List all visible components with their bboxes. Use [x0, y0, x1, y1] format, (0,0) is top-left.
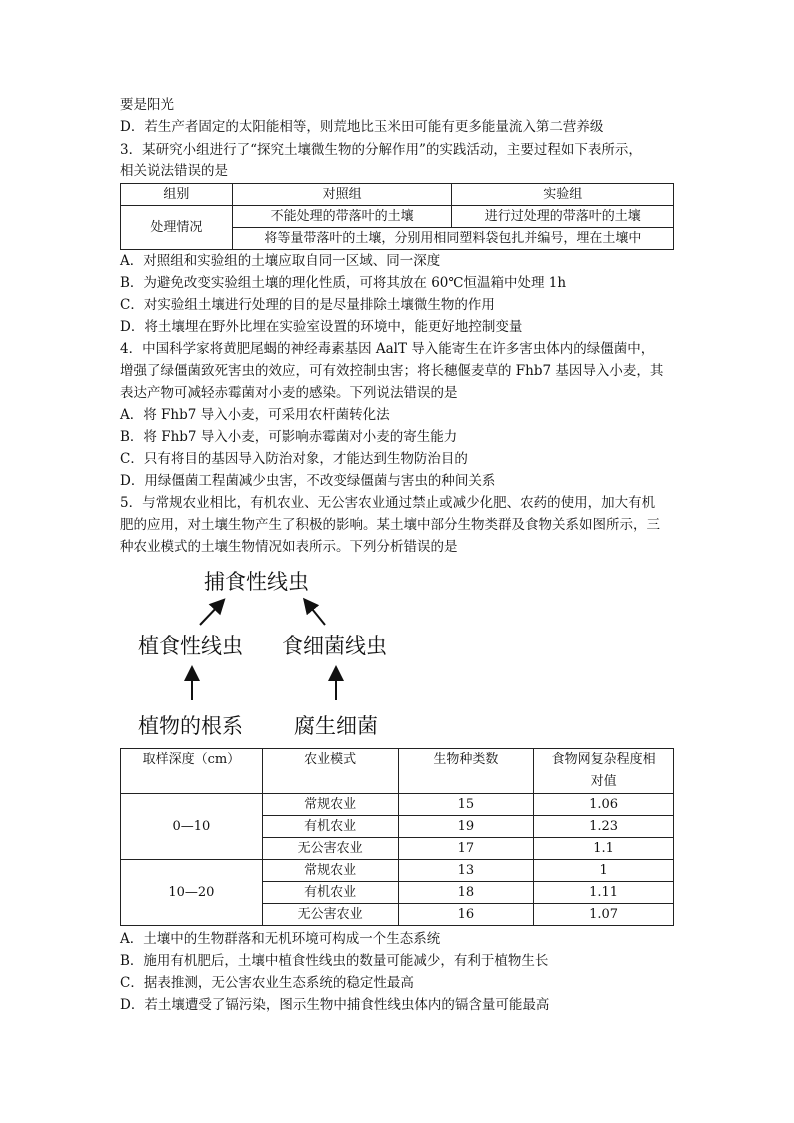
table-header: 农业模式: [262, 749, 398, 794]
table-cell: 1.23: [534, 816, 674, 838]
q4-option-b: B．将 Fhb7 导入小麦，可影响赤霉菌对小麦的寄生能力: [120, 429, 458, 445]
table-cell: 13: [398, 860, 534, 882]
arrow-bacterivore-to-predator: [308, 604, 325, 625]
table-cell: 常规农业: [262, 860, 398, 882]
table-cell: 无公害农业: [262, 904, 398, 926]
table-cell: 17: [398, 838, 534, 860]
q4-stem: 增强了绿僵菌致死害虫的效应，可有效控制虫害；将长穗偃麦草的 Fhb7 基因导入小麦，其: [120, 363, 664, 379]
q2-option-d: D．若生产者固定的太阳能相等，则荒地比玉米田可能有更多能量流入第二营养级: [120, 119, 604, 135]
node-plant-roots: 植物的根系: [138, 714, 243, 738]
arrow-herbivore-to-predator: [200, 604, 220, 625]
table-header: 对照组: [232, 184, 452, 206]
depth-cell: 10—20: [121, 860, 263, 926]
farming-table: [120, 748, 674, 926]
q3-stem: 3．某研究小组进行了“探究土壤微生物的分解作用”的实践活动，主要过程如下表所示，: [120, 142, 642, 158]
q5-option-a: A．土壤中的生物群落和无机环境可构成一个生态系统: [120, 931, 441, 947]
depth-cell: 0—10: [121, 794, 263, 860]
table-cell: 1.1: [534, 838, 674, 860]
experiment-table: [120, 183, 674, 250]
table-cell: 19: [398, 816, 534, 838]
table-cell: 16: [398, 904, 534, 926]
q4-stem: 表达产物可减轻赤霉菌对小麦的感染。下列说法错误的是: [120, 385, 458, 401]
row-label: 处理情况: [121, 206, 233, 250]
q4-option-a: A．将 Fhb7 导入小麦，可采用农杆菌转化法: [120, 407, 390, 423]
table-cell: 1.06: [534, 794, 674, 816]
table-cell: 15: [398, 794, 534, 816]
node-predatory-nematode: 捕食性线虫: [204, 570, 309, 594]
q5-stem: 种农业模式的土壤生物情况如表所示。下列分析错误的是: [120, 539, 458, 555]
table-cell: 1: [534, 860, 674, 882]
food-web-diagram: [120, 560, 420, 740]
text-line: 要是阳光: [120, 97, 174, 113]
q4-stem: 4．中国科学家将黄肥尾蝎的神经毒素基因 AalT 导入能寄生在许多害虫体内的绿僵菌中，: [120, 341, 655, 357]
table-cell: 将等量带落叶的土壤，分别用相同塑料袋包扎并编号，埋在土壤中: [232, 228, 673, 250]
table-header: 生物种类数: [398, 749, 534, 794]
q4-option-c: C．只有将目的基因导入防治对象，才能达到生物防治目的: [120, 451, 468, 467]
table-header: [534, 749, 674, 794]
q3-option-a: A．对照组和实验组的土壤应取自同一区域、同一深度: [120, 253, 441, 269]
table-cell: 常规农业: [262, 794, 398, 816]
table-cell: 有机农业: [262, 882, 398, 904]
table-cell: 有机农业: [262, 816, 398, 838]
q3-stem: 相关说法错误的是: [120, 163, 228, 179]
header-line: 对值: [590, 774, 617, 789]
table-cell: 18: [398, 882, 534, 904]
q4-option-d: D．用绿僵菌工程菌减少虫害，不改变绿僵菌与害虫的种间关系: [120, 473, 496, 489]
q3-option-d: D．将土壤埋在野外比埋在实验室设置的环境中，能更好地控制变量: [120, 319, 523, 335]
q5-stem: 肥的应用，对土壤生物产生了积极的影响。某土壤中部分生物类群及食物关系如图所示，三: [120, 517, 660, 533]
table-cell: 进行过处理的带落叶的土壤: [452, 206, 674, 228]
header-line: 食物网复杂程度相: [551, 752, 656, 767]
node-herbivorous-nematode: 植食性线虫: [138, 634, 243, 658]
q5-stem: 5．与常规农业相比，有机农业、无公害农业通过禁止或减少化肥、农药的使用，加大有机: [120, 495, 656, 511]
table-header: 组别: [121, 184, 233, 206]
q5-option-b: B．施用有机肥后，土壤中植食性线虫的数量可能减少，有利于植物生长: [120, 953, 549, 969]
q3-option-c: C．对实验组土壤进行处理的目的是尽量排除土壤微生物的作用: [120, 297, 495, 313]
table-cell: 1.11: [534, 882, 674, 904]
node-bacterivorous-nematode: 食细菌线虫: [282, 634, 387, 658]
table-cell: 不能处理的带落叶的土壤: [232, 206, 452, 228]
table-cell: 无公害农业: [262, 838, 398, 860]
q3-option-b: B．为避免改变实验组土壤的理化性质，可将其放在 60℃恒温箱中处理 1h: [120, 275, 567, 291]
arrows: [120, 560, 420, 740]
q5-option-d: D．若土壤遭受了镉污染，图示生物中捕食性线虫体内的镉含量可能最高: [120, 997, 550, 1013]
q5-option-c: C．据表推测，无公害农业生态系统的稳定性最高: [120, 975, 414, 991]
table-cell: 1.07: [534, 904, 674, 926]
table-header: 取样深度（cm）: [121, 749, 263, 794]
table-header: 实验组: [452, 184, 674, 206]
node-saprophytic-bacteria: 腐生细菌: [294, 714, 378, 738]
